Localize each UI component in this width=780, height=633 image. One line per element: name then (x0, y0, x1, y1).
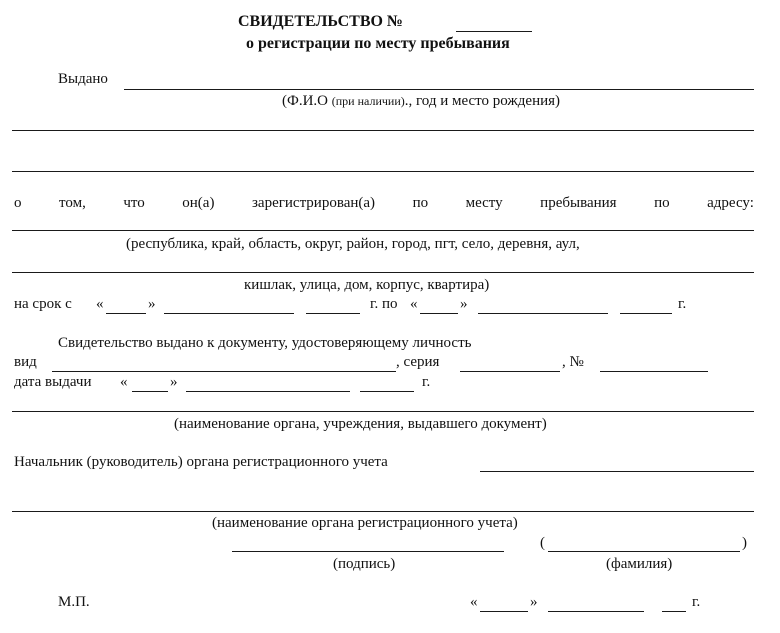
address-caption-2: кишлак, улица, дом, корпус, квартира) (244, 277, 490, 293)
signature-line[interactable] (232, 551, 504, 552)
document-series-label: , серия (396, 354, 440, 370)
address-line-2[interactable] (12, 272, 754, 273)
document-type-line[interactable] (52, 371, 396, 372)
signature-caption: (подпись) (333, 556, 396, 572)
term-from-open-quote: « (96, 296, 104, 312)
issued-line-3[interactable] (12, 171, 754, 172)
registration-statement (14, 196, 754, 211)
issue-date-year-line[interactable] (360, 391, 414, 392)
issued-label: Выдано (58, 71, 108, 87)
issue-date-label: дата выдачи (14, 374, 92, 390)
issuer-caption: (наименование органа, учреждения, выдавшего документ) (174, 416, 547, 432)
term-label: на срок с (14, 296, 72, 312)
document-number-line[interactable] (600, 371, 708, 372)
issued-line-2[interactable] (12, 130, 754, 131)
registration-org-line[interactable] (12, 511, 754, 512)
issuer-line[interactable] (12, 411, 754, 412)
issued-caption-open: (Ф.И.О (282, 93, 329, 109)
about-word: месту (465, 195, 503, 211)
about-word: том, (59, 195, 86, 211)
footer-date-day-line[interactable] (480, 611, 528, 612)
address-line-1[interactable] (12, 230, 754, 231)
term-to-year-line[interactable] (620, 313, 672, 314)
about-word: пребывания (540, 195, 617, 211)
surname-caption: (фамилия) (606, 556, 673, 572)
document-series-line[interactable] (460, 371, 560, 372)
head-name-line[interactable] (480, 471, 754, 472)
surname-line[interactable] (548, 551, 740, 552)
term-to-label: г. по (370, 296, 398, 312)
about-word: о (14, 195, 22, 211)
footer-date-open-quote: « (470, 594, 478, 610)
about-word: адресу: (707, 195, 754, 211)
term-from-month-line[interactable] (164, 313, 294, 314)
about-word: зарегистрирован(а) (251, 195, 376, 211)
term-from-year-line[interactable] (306, 313, 360, 314)
term-from-day-line[interactable] (106, 313, 146, 314)
issue-date-open-quote: « (120, 374, 128, 390)
head-label: Начальник (руководитель) органа регистрационного учета (14, 454, 388, 470)
term-to-open-quote: « (410, 296, 418, 312)
document-intro: Свидетельство выдано к документу, удостоверяющему личность (58, 335, 472, 351)
certificate-subtitle: о регистрации по месту пребывания (246, 35, 510, 52)
about-word: что (123, 195, 145, 211)
certificate-number-line[interactable] (456, 31, 532, 32)
issued-caption-rest: ., год и место рождения) (404, 93, 561, 109)
term-to-day-line[interactable] (420, 313, 458, 314)
issued-caption (282, 94, 560, 109)
issue-date-close-quote: » (170, 374, 178, 390)
certificate-title: СВИДЕТЕЛЬСТВО № (238, 13, 404, 30)
surname-paren-open: ( (540, 535, 545, 551)
footer-date-close-quote: » (530, 594, 538, 610)
surname-paren-close: ) (742, 535, 747, 551)
footer-date-year-line[interactable] (662, 611, 686, 612)
about-word: по (654, 195, 670, 211)
document-number-label: , № (562, 354, 584, 370)
term-to-year-suffix: г. (678, 296, 687, 312)
issue-date-day-line[interactable] (132, 391, 168, 392)
term-to-close-quote: » (460, 296, 468, 312)
term-to-month-line[interactable] (478, 313, 608, 314)
issued-caption-note: (при наличии) (331, 94, 405, 108)
about-word: по (412, 195, 429, 211)
registration-org-caption: (наименование органа регистрационного учета) (212, 515, 518, 531)
address-caption-1: (республика, край, область, округ, район, город, пгт, село, деревня, аул, (126, 236, 580, 252)
document-type-label: вид (14, 354, 37, 370)
about-word: он(а) (182, 195, 215, 211)
issue-date-year-suffix: г. (422, 374, 431, 390)
term-from-close-quote: » (148, 296, 156, 312)
stamp-label: М.П. (58, 594, 90, 610)
issue-date-month-line[interactable] (186, 391, 350, 392)
footer-date-year-suffix: г. (692, 594, 701, 610)
footer-date-month-line[interactable] (548, 611, 644, 612)
issued-name-line[interactable] (124, 89, 754, 90)
